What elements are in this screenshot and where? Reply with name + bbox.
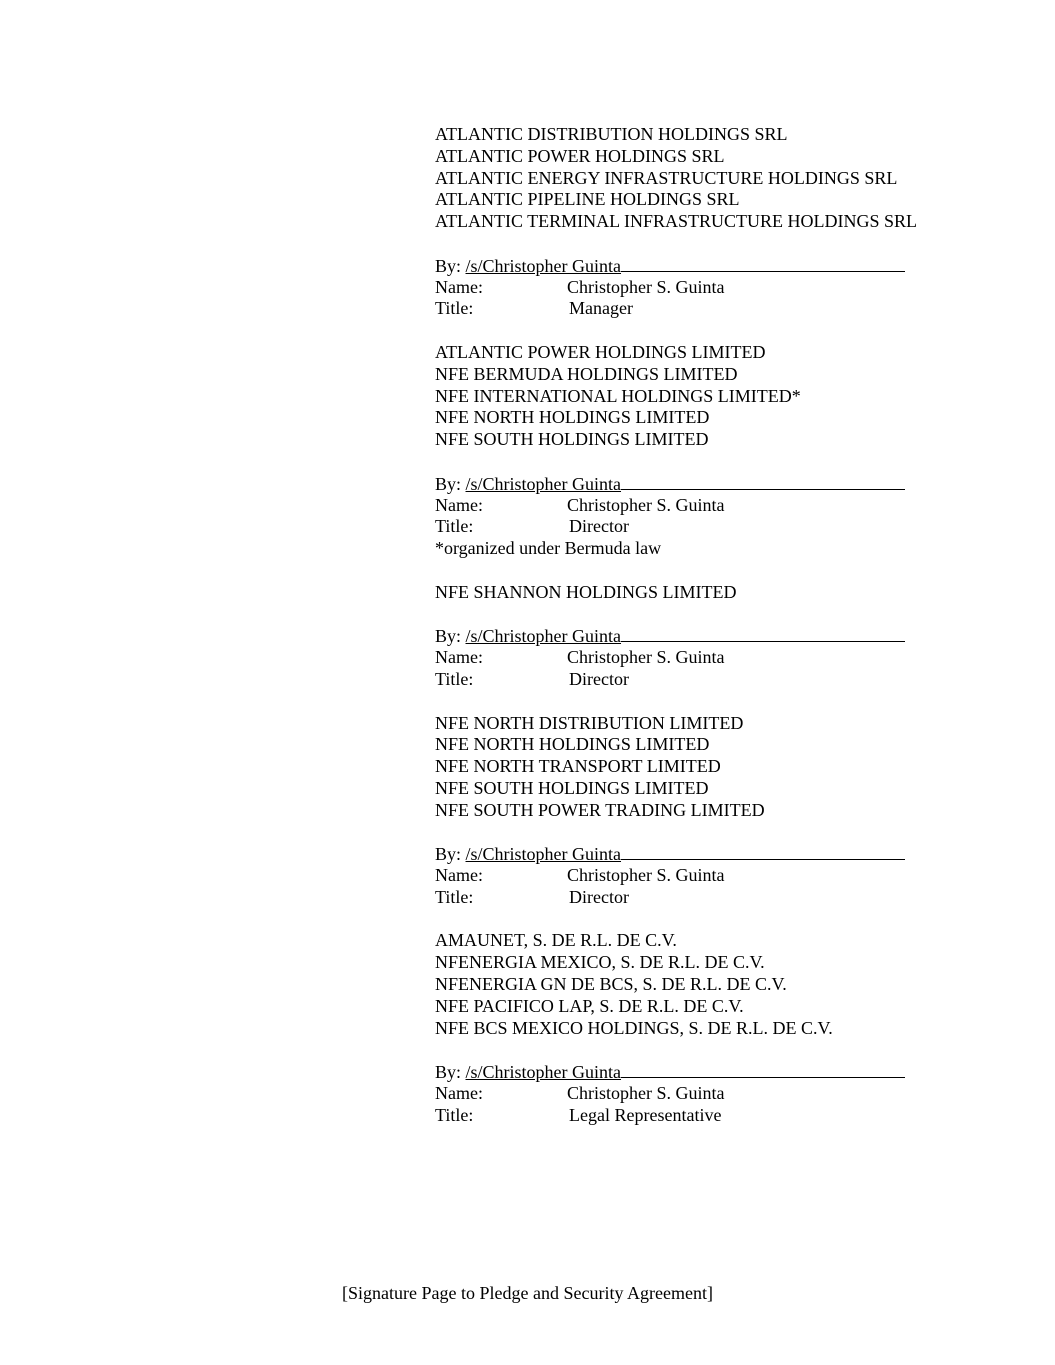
- entity-name: NFE INTERNATIONAL HOLDINGS LIMITED*: [435, 385, 801, 406]
- signature-block: [435, 342, 1035, 560]
- entity-name: AMAUNET, S. DE R.L. DE C.V.: [435, 930, 677, 951]
- title-label: Title:: [435, 668, 474, 689]
- signature-underline: [621, 255, 829, 272]
- name-label: Name:: [435, 494, 483, 515]
- entity-name: NFENERGIA GN DE BCS, S. DE R.L. DE C.V.: [435, 974, 787, 995]
- entity-name: ATLANTIC TERMINAL INFRASTRUCTURE HOLDINGS SRL: [435, 211, 918, 232]
- signature-underline: [621, 1061, 829, 1078]
- by-line: [435, 255, 1035, 277]
- by-label: By:: [435, 255, 462, 276]
- by-label: By:: [435, 844, 462, 865]
- entity-name: NFE BCS MEXICO HOLDINGS, S. DE R.L. DE C.V.: [435, 1017, 833, 1038]
- title-label: Title:: [435, 886, 474, 907]
- name-line: [435, 647, 1035, 669]
- signature-text: /s/Christopher Guinta: [465, 473, 622, 494]
- footnote: *organized under Bermuda law: [435, 538, 662, 559]
- by-label: By:: [435, 473, 462, 494]
- by-line: [435, 1061, 1035, 1083]
- signature-underline: [829, 255, 905, 272]
- entity-name: NFENERGIA MEXICO, S. DE R.L. DE C.V.: [435, 952, 765, 973]
- title-label: Title:: [435, 1104, 474, 1125]
- signature-text: /s/Christopher Guinta: [465, 255, 622, 276]
- signature-underline: [829, 473, 905, 490]
- entity-name: NFE NORTH HOLDINGS LIMITED: [435, 407, 710, 428]
- by-line: [435, 843, 1035, 865]
- signer-title: Director: [569, 668, 629, 689]
- signature-block: [435, 713, 1035, 909]
- signature-text: /s/Christopher Guinta: [465, 1062, 622, 1083]
- name-label: Name:: [435, 865, 483, 886]
- entity-name: NFE NORTH HOLDINGS LIMITED: [435, 734, 710, 755]
- signer-title: Director: [569, 886, 629, 907]
- signer-title: Director: [569, 516, 629, 537]
- signature-column: [435, 124, 1035, 1127]
- entity-name: NFE NORTH DISTRIBUTION LIMITED: [435, 712, 744, 733]
- by-line: [435, 625, 1035, 647]
- signature-block: [435, 582, 1035, 691]
- name-label: Name:: [435, 647, 483, 668]
- by-line: [435, 473, 1035, 495]
- title-line: [435, 669, 1035, 691]
- name-line: [435, 1083, 1035, 1105]
- entity-name: NFE NORTH TRANSPORT LIMITED: [435, 756, 721, 777]
- signer-name: Christopher S. Guinta: [567, 865, 725, 886]
- signature-text: /s/Christopher Guinta: [465, 626, 622, 647]
- name-line: [435, 495, 1035, 517]
- signature-block: [435, 930, 1035, 1126]
- signature-underline: [829, 625, 905, 642]
- name-line: [435, 277, 1035, 299]
- signature-underline: [621, 843, 829, 860]
- entity-name: NFE SOUTH HOLDINGS LIMITED: [435, 777, 709, 798]
- entity-name: ATLANTIC POWER HOLDINGS SRL: [435, 145, 725, 166]
- title-line: [435, 1105, 1035, 1127]
- entity-name: ATLANTIC DISTRIBUTION HOLDINGS SRL: [435, 124, 788, 144]
- signature-block: [435, 124, 1035, 320]
- title-line: [435, 298, 1035, 320]
- entity-name: ATLANTIC PIPELINE HOLDINGS SRL: [435, 189, 740, 210]
- title-line: [435, 887, 1035, 909]
- signature-underline: [829, 843, 905, 860]
- title-label: Title:: [435, 516, 474, 537]
- signature-text: /s/Christopher Guinta: [465, 844, 622, 865]
- signer-title: Legal Representative: [569, 1104, 722, 1125]
- title-label: Title:: [435, 298, 474, 319]
- name-label: Name:: [435, 1083, 483, 1104]
- entity-name: NFE SOUTH HOLDINGS LIMITED: [435, 429, 709, 450]
- page-footer: [Signature Page to Pledge and Security Agreement]: [342, 1283, 713, 1303]
- signer-title: Manager: [569, 298, 633, 319]
- signature-underline: [829, 1061, 905, 1078]
- name-label: Name:: [435, 276, 483, 297]
- entity-name: ATLANTIC POWER HOLDINGS LIMITED: [435, 341, 766, 362]
- signer-name: Christopher S. Guinta: [567, 647, 725, 668]
- signature-underline: [621, 473, 829, 490]
- entity-name: ATLANTIC ENERGY INFRASTRUCTURE HOLDINGS SRL: [435, 167, 898, 188]
- entity-name: NFE SOUTH POWER TRADING LIMITED: [435, 799, 765, 820]
- signer-name: Christopher S. Guinta: [567, 1083, 725, 1104]
- by-label: By:: [435, 626, 462, 647]
- signature-underline: [621, 625, 829, 642]
- entity-name: NFE SHANNON HOLDINGS LIMITED: [435, 581, 737, 602]
- entity-name: NFE BERMUDA HOLDINGS LIMITED: [435, 363, 738, 384]
- by-label: By:: [435, 1062, 462, 1083]
- title-line: [435, 516, 1035, 538]
- entity-name: NFE PACIFICO LAP, S. DE R.L. DE C.V.: [435, 995, 744, 1016]
- signer-name: Christopher S. Guinta: [567, 494, 725, 515]
- name-line: [435, 865, 1035, 887]
- signer-name: Christopher S. Guinta: [567, 276, 725, 297]
